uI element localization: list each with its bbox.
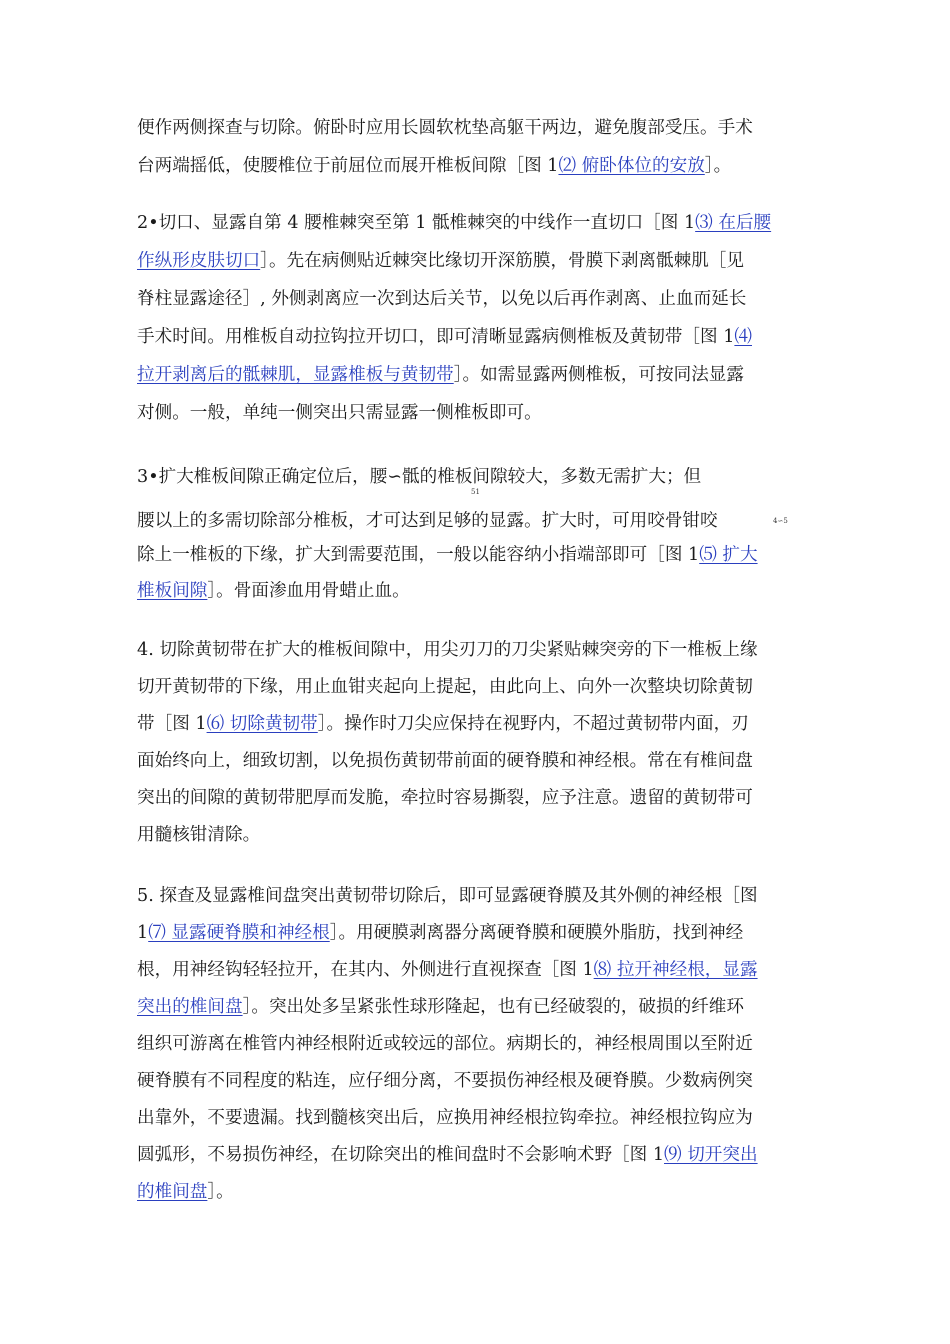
figure-link-retract-nerve[interactable]: ⑻ 拉开神经根，显露: [593, 960, 758, 980]
text-line: [137, 579, 410, 603]
superscript-note: 4∽5: [773, 517, 788, 525]
figure-link-retract-nerve-cont[interactable]: 突出的椎间盘: [137, 997, 243, 1017]
text-span: ］。: [704, 156, 732, 176]
text-line: [137, 154, 731, 178]
figure-link-excise-ligament[interactable]: ⑹ 切除黄韧带: [206, 714, 318, 734]
text-span: 台两端摇低，使腰椎位于前屈位而展开椎板间隙［图 1: [137, 156, 559, 176]
text-span: ］。突出处多呈紧张性球形隆起，也有已经破裂的，破损的纤维环: [242, 997, 744, 1017]
text-line: 脊柱显露途径］, 外侧剥离应一次到达后关节，以免以后再作剥离、止血而延长: [137, 289, 747, 309]
figure-link-prone-position[interactable]: ⑵ 俯卧体位的安放: [558, 156, 705, 176]
text-line: 切开黄韧带的下缘，用止血钳夹起向上提起，由此向上、向外一次整块切除黄韧: [137, 677, 753, 697]
figure-link-retract-muscle-cont[interactable]: 拉开剥离后的骶棘肌，显露椎板与黄韧带: [137, 365, 454, 385]
text-line: 4. 切除黄韧带在扩大的椎板间隙中，用尖刃刀的刀尖紧贴棘突旁的下一椎板上缘: [137, 640, 758, 660]
text-line: 用髓核钳清除。: [137, 825, 261, 845]
text-span: 2•切口、显露自第 4 腰椎棘突至第 1 骶椎棘突的中线作一直切口［图 1: [137, 213, 696, 233]
text-span: 根，用神经钩轻轻拉开，在其内、外侧进行直视探查［图 1: [137, 960, 594, 980]
text-line: [137, 921, 743, 945]
text-line: 5. 探查及显露椎间盘突出黄韧带切除后，即可显露硬脊膜及其外侧的神经根［图: [137, 886, 758, 906]
text-line: 硬脊膜有不同程度的粘连，应仔细分离，不要损伤神经根及硬脊膜。少数病例突: [137, 1071, 753, 1091]
figure-link-expose-dura[interactable]: ⑺ 显露硬脊膜和神经根: [148, 923, 330, 943]
text-line: 出靠外，不要遗漏。找到髓核突出后，应换用神经根拉钩牵拉。神经根拉钩应为: [137, 1108, 753, 1128]
text-span: 带［图 1: [137, 714, 207, 734]
text-span: 除上一椎板的下缘，扩大到需要范围，一般以能容纳小指端部即可［图 1: [137, 545, 700, 565]
text-span: ］。先在病侧贴近棘突比缘切开深筋膜，骨膜下剥离骶棘肌［见: [260, 251, 744, 271]
text-line: 突出的间隙的黄韧带肥厚而发脆，牵拉时容易撕裂，应予注意。遗留的黄韧带可: [137, 788, 753, 808]
text-line: [137, 249, 744, 273]
text-line: [137, 1143, 758, 1167]
text-line: [137, 1180, 234, 1204]
figure-link-skin-incision[interactable]: ⑶ 在后腰: [695, 213, 772, 233]
text-line: [137, 325, 752, 349]
text-span: 1: [137, 923, 149, 943]
text-span: ］。如需显露两侧椎板，可按同法显露: [453, 365, 744, 385]
text-line: [137, 995, 744, 1019]
text-line: [137, 363, 744, 387]
text-span: 手术时间。用椎板自动拉钩拉开切口，即可清晰显露病侧椎板及黄韧带［图 1: [137, 327, 735, 347]
figure-link-enlarge-space-cont[interactable]: 椎板间隙: [137, 581, 208, 601]
figure-link-incise-disc[interactable]: ⑼ 切开突出: [664, 1145, 758, 1165]
text-line: [137, 958, 758, 982]
text-line: 面始终向上，细致切割，以免损伤黄韧带前面的硬脊膜和神经根。常在有椎间盘: [137, 751, 753, 771]
figure-link-incise-disc-cont[interactable]: 的椎间盘: [137, 1182, 208, 1202]
text-line: [137, 543, 758, 567]
text-line: 3•扩大椎板间隙正确定位后，腰∽骶的椎板间隙较大，多数无需扩大；但: [137, 467, 702, 487]
figure-link-skin-incision-cont[interactable]: 作纵形皮肤切口: [137, 251, 261, 271]
text-line: 便作两侧探查与切除。俯卧时应用长圆软枕垫高躯干两边，避免腹部受压。手术: [137, 118, 753, 138]
text-span: 圆弧形，不易损伤神经，在切除突出的椎间盘时不会影响术野［图 1: [137, 1145, 665, 1165]
figure-link-enlarge-space[interactable]: ⑸ 扩大: [699, 545, 758, 565]
superscript-note: 51: [471, 488, 480, 496]
text-span: ］。操作时刀尖应保持在视野内，不超过黄韧带内面，刃: [317, 714, 749, 734]
figure-link-retract-muscle[interactable]: ⑷: [734, 327, 752, 347]
text-line: 腰以上的多需切除部分椎板，才可达到足够的显露。扩大时，可用咬骨钳咬: [137, 511, 718, 531]
text-line: 对侧。一般，单纯一侧突出只需显露一侧椎板即可。: [137, 403, 542, 423]
text-span: ］。骨面渗血用骨蜡止血。: [207, 581, 410, 601]
text-span: ］。: [207, 1182, 234, 1202]
text-line: [137, 211, 771, 235]
text-line: 组织可游离在椎管内神经根附近或较远的部位。病期长的，神经根周围以至附近: [137, 1034, 753, 1054]
text-span: ］。用硬膜剥离器分离硬脊膜和硬膜外脂肪，找到神经: [329, 923, 744, 943]
text-line: [137, 712, 749, 736]
